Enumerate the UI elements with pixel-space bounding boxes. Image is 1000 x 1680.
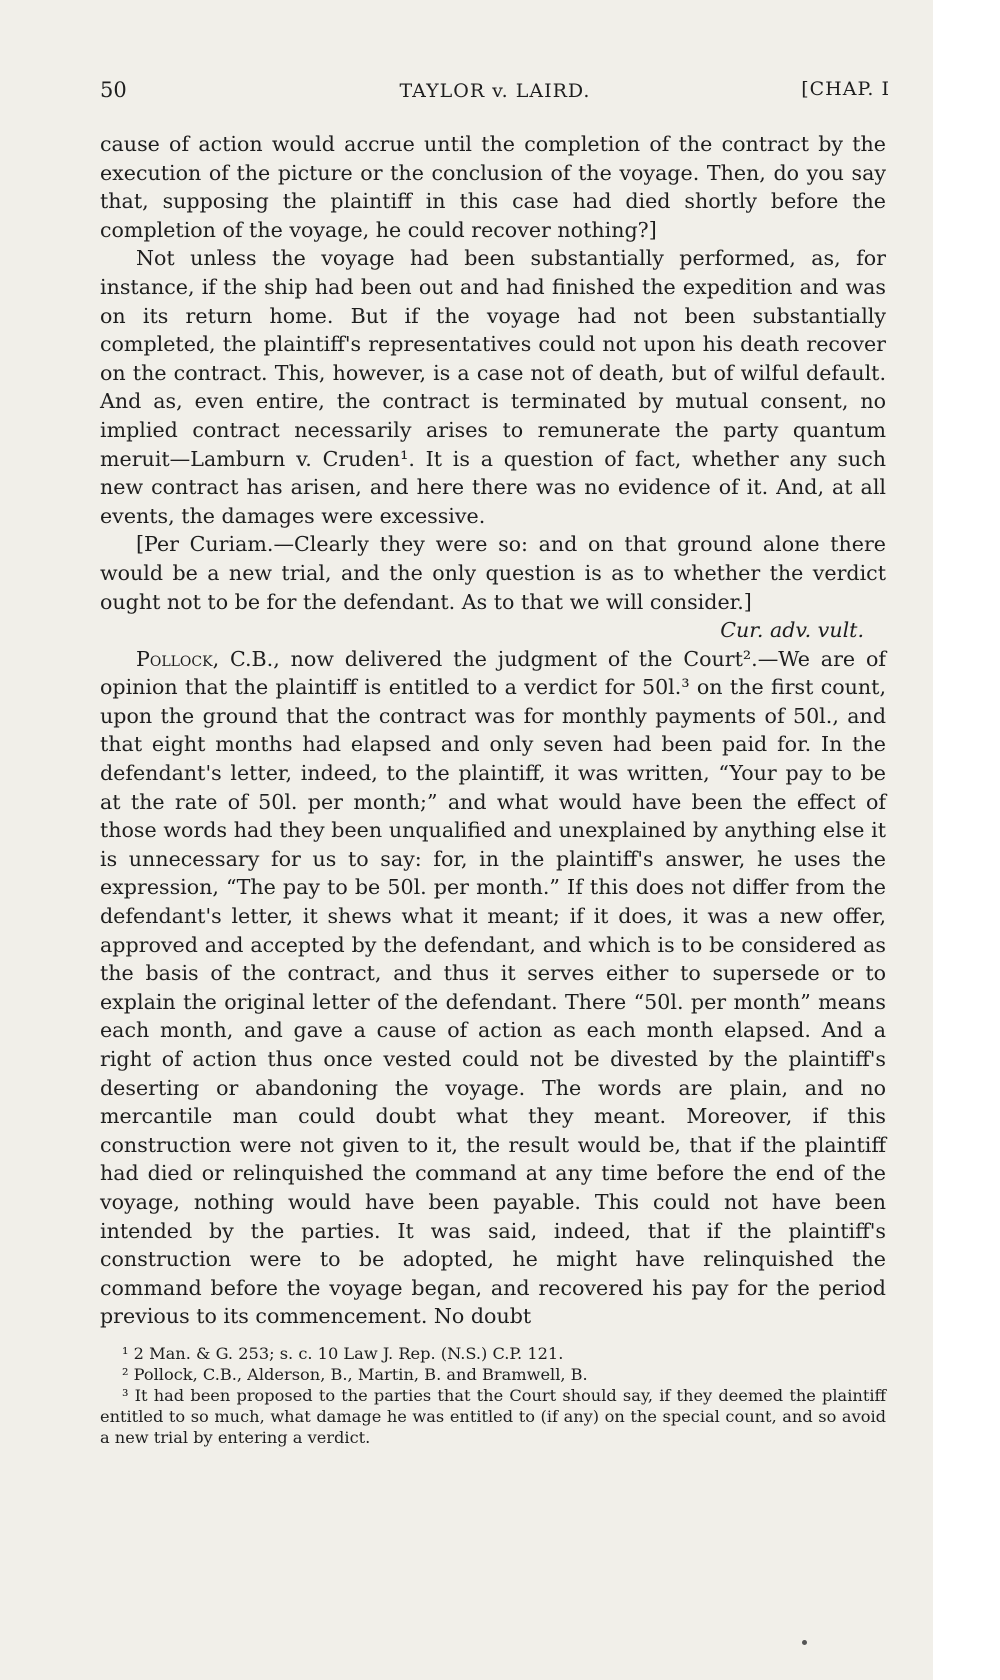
paragraph-2: Not unless the voyage had been substantially performed, as, for instance, if the ship had been out and had finished the expedition and was on its return home. But if the voyage had not been substantially completed, the plaintiff's representatives could not upon his death recover on the contract. This, however, is a case not of death, but of wilful default. And as, even entire, the contract is terminated by mutual consent, no implied contract necessarily arises to remunerate the party quantum meruit—Lamburn v. Cruden¹. It is a question of fact, whether any such new contract has arisen, and here there was no evidence of it. And, at all events, the damages were excessive. <box>100 246 886 528</box>
running-title: TAYLOR v. LAIRD. <box>399 80 591 102</box>
footnote-2: ² Pollock, C.B., Alderson, B., Martin, B. and Bramwell, B. <box>122 1365 588 1384</box>
scan-margin <box>933 0 1000 1680</box>
footnote-1: ¹ 2 Man. & G. 253; s. c. 10 Law J. Rep. (N.S.) C.P. 121. <box>122 1344 564 1363</box>
footnotes <box>100 1343 886 1448</box>
ink-speck <box>802 1640 807 1645</box>
page-number: 50 <box>100 78 127 102</box>
running-header <box>100 78 890 108</box>
paragraph-3: [Per Curiam.—Clearly they were so: and on that ground alone there would be a new trial, and the only question is as to whether the verdict ought not to be for the defendant. As to that we will consider.] <box>100 532 886 614</box>
footnote-3: ³ It had been proposed to the parties that the Court should say, if they deemed the plaintiff entitled to so much, what damage he was entitled to (if any) on the special count, and so avoid a new trial by entering a verdict. <box>100 1386 886 1447</box>
chapter-label: [CHAP. I <box>801 78 890 100</box>
paragraph-1: cause of action would accrue until the completion of the contract by the execution of the picture or the conclusion of the voyage. Then, do you say that, supposing the plaintiff in this case had died shortly before the completion of the voyage, he could recover nothing?] <box>100 132 886 242</box>
judgment-paragraph <box>100 645 886 1331</box>
cur-adv-vult: Cur. adv. vult. <box>720 618 864 643</box>
judge-name: Pollock <box>136 646 213 671</box>
page-body <box>100 130 886 1331</box>
judgment-text: , C.B., now delivered the judgment of the Court².—We are of opinion that the plaintiff is entitled to a verdict for 50l.³ on the first count, upon the ground that the contract was for monthly payments of 50l., and that eight months had elapsed and only seven had been paid for. In the defendant's letter, indeed, to the plaintiff, it was written, “Your pay to be at the rate of 50l. per month;” and what would have been the effect of those words had they been unqualified and unexplained by anything else it is unnecessary for us to say: for, in the plaintiff's answer, he uses the expression, “The pay to be 50l. per month.” If this does not differ from the defendant's letter, it shews what it meant; if it does, it was a new offer, approved and accepted by the defendant, and which is to be considered as the basis of the contract, and thus it serves either to supersede or to explain the original letter of the defendant. There “50l. per month” means each month, and gave a cause of action as each month elapsed. And a right of action thus once vested could not be divested by the plaintiff's deserting or abandoning the voyage. The words are plain, and no mercantile man could doubt what they meant. Moreover, if this construction were not given to it, the result would be, that if the plaintiff had died or relinquished the command at any time before the end of the voyage, nothing would have been payable. This could not have been intended by the parties. It was said, indeed, that if the plaintiff's construction were to be adopted, he might have relinquished the command before the voyage began, and recovered his pay for the period previous to its commencement. No doubt <box>100 646 886 1329</box>
